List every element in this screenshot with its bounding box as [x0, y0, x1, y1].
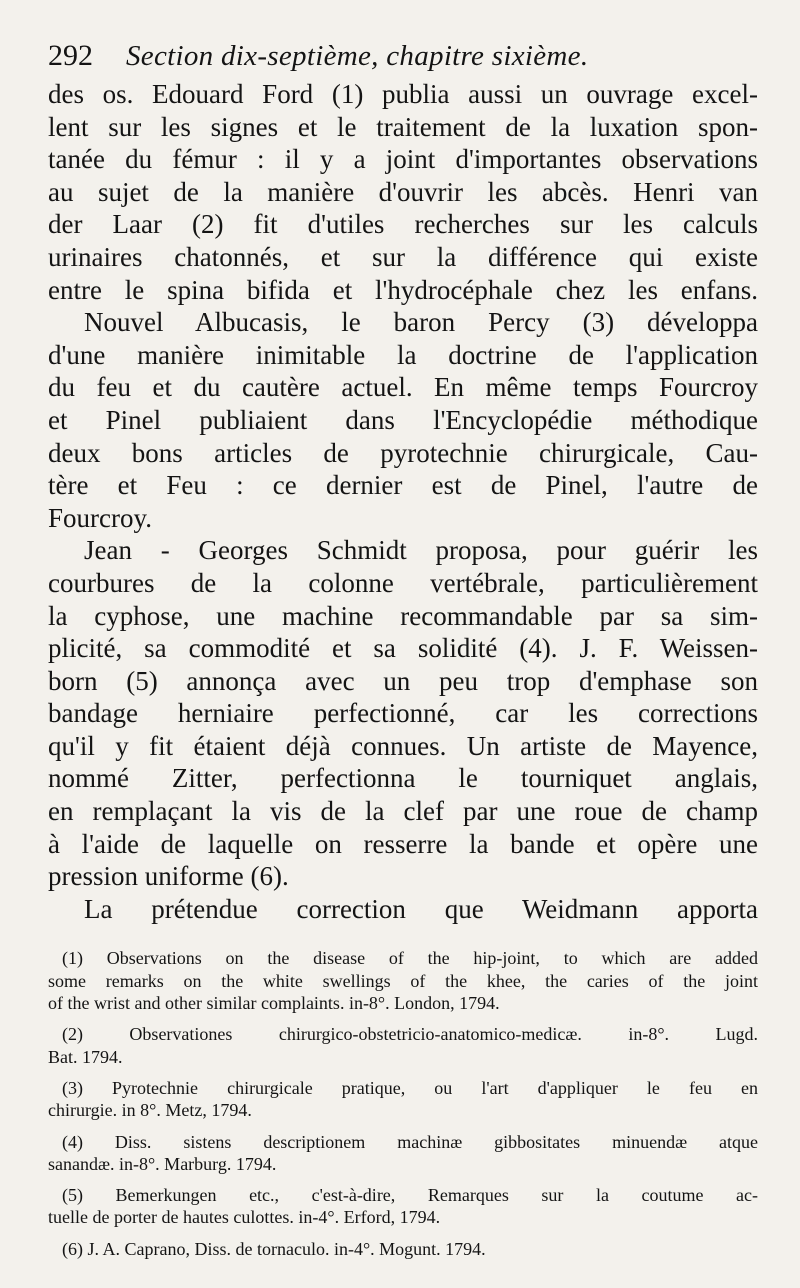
body-line: bandage herniaire perfectionné, car les corrections	[48, 698, 758, 729]
body-line: des os. Edouard Ford (1) publia aussi un ouvrage excel-	[48, 79, 758, 109]
page-number: 292	[48, 39, 93, 72]
footnote-line: tuelle de porter de hautes culottes. in-4°. Erford, 1794.	[48, 1207, 441, 1228]
footnotes	[48, 947, 758, 1260]
footnote-1	[48, 947, 758, 1014]
footnote-3	[48, 1077, 758, 1122]
footnote-line: (3) Pyrotechnie chirurgicale pratique, ou l'art d'appliquer le feu en	[62, 1077, 758, 1098]
body-line: La prétendue correction que Weidmann apporta	[84, 893, 758, 924]
footnote-line: Bat. 1794.	[48, 1046, 123, 1067]
body-line: tère et Feu : ce dernier est de Pinel, l'autre de	[48, 470, 758, 501]
page-header	[48, 34, 758, 78]
body-line: pression uniforme (6).	[48, 861, 289, 892]
body-line: du feu et du cautère actuel. En même temps Fourcroy	[48, 372, 758, 403]
footnote-line: chirurgie. in 8°. Metz, 1794.	[48, 1100, 252, 1121]
running-title: Section dix-septième, chapitre sixième.	[126, 40, 589, 72]
footnote-6	[48, 1238, 758, 1260]
body-line: lent sur les signes et le traitement de la luxation spon-	[48, 111, 758, 142]
footnote-2	[48, 1023, 758, 1068]
footnote-line: (4) Diss. sistens descriptionem machinæ gibbositates minuendæ atque	[62, 1131, 758, 1152]
body-line: en remplaçant la vis de la clef par une roue de champ	[48, 796, 758, 827]
body-line: à l'aide de laquelle on resserre la bande et opère une	[48, 828, 758, 859]
footnote-line: sanandæ. in-8°. Marburg. 1794.	[48, 1153, 277, 1174]
body-line: Jean - Georges Schmidt proposa, pour guérir les	[84, 535, 758, 566]
body-line: courbures de la colonne vertébrale, particulièrement	[48, 567, 758, 598]
footnote-line: (1) Observations on the disease of the hip-joint, to which are added	[62, 948, 758, 969]
body-line: urinaires chatonnés, et sur la différence qui existe	[48, 241, 758, 272]
body-line: d'une manière inimitable la doctrine de l'application	[48, 339, 758, 370]
body-line: Nouvel Albucasis, le baron Percy (3) développa	[84, 307, 758, 338]
footnote-line: (2) Observationes chirurgico-obstetricio-anatomico-medicæ. in-8°. Lugd.	[62, 1024, 758, 1045]
body-line: Fourcroy.	[48, 502, 152, 533]
body-line: et Pinel publiaient dans l'Encyclopédie méthodique	[48, 404, 758, 435]
body-line: nommé Zitter, perfectionna le tourniquet anglais,	[48, 763, 758, 794]
footnote-line: (5) Bemerkungen etc., c'est-à-dire, Remarques sur la coutume ac-	[62, 1185, 758, 1206]
body-line: qu'il y fit étaient déjà connues. Un artiste de Mayence,	[48, 730, 758, 761]
footnote-line: of the wrist and other similar complaints. in-8°. London, 1794.	[48, 993, 500, 1014]
body-line: born (5) annonça avec un peu trop d'emphase son	[48, 665, 758, 696]
body-line: der Laar (2) fit d'utiles recherches sur les calculs	[48, 209, 758, 240]
body-line: deux bons articles de pyrotechnie chirurgicale, Cau-	[48, 437, 758, 468]
body-line: tanée du fémur : il y a joint d'importantes observations	[48, 144, 758, 175]
body-line: au sujet de la manière d'ouvrir les abcès. Henri van	[48, 176, 758, 207]
body-line: entre le spina bifida et l'hydrocéphale chez les enfans.	[48, 274, 758, 305]
body-text	[48, 78, 758, 925]
footnote-line: (6) J. A. Caprano, Diss. de tornaculo. in-4°. Mogunt. 1794.	[62, 1238, 486, 1259]
footnote-4	[48, 1131, 758, 1176]
body-line: la cyphose, une machine recommandable par sa sim-	[48, 600, 758, 631]
footnote-5	[48, 1184, 758, 1229]
body-line: plicité, sa commodité et sa solidité (4). J. F. Weissen-	[48, 633, 758, 664]
footnote-line: some remarks on the white swellings of the khee, the caries of the joint	[48, 970, 758, 991]
